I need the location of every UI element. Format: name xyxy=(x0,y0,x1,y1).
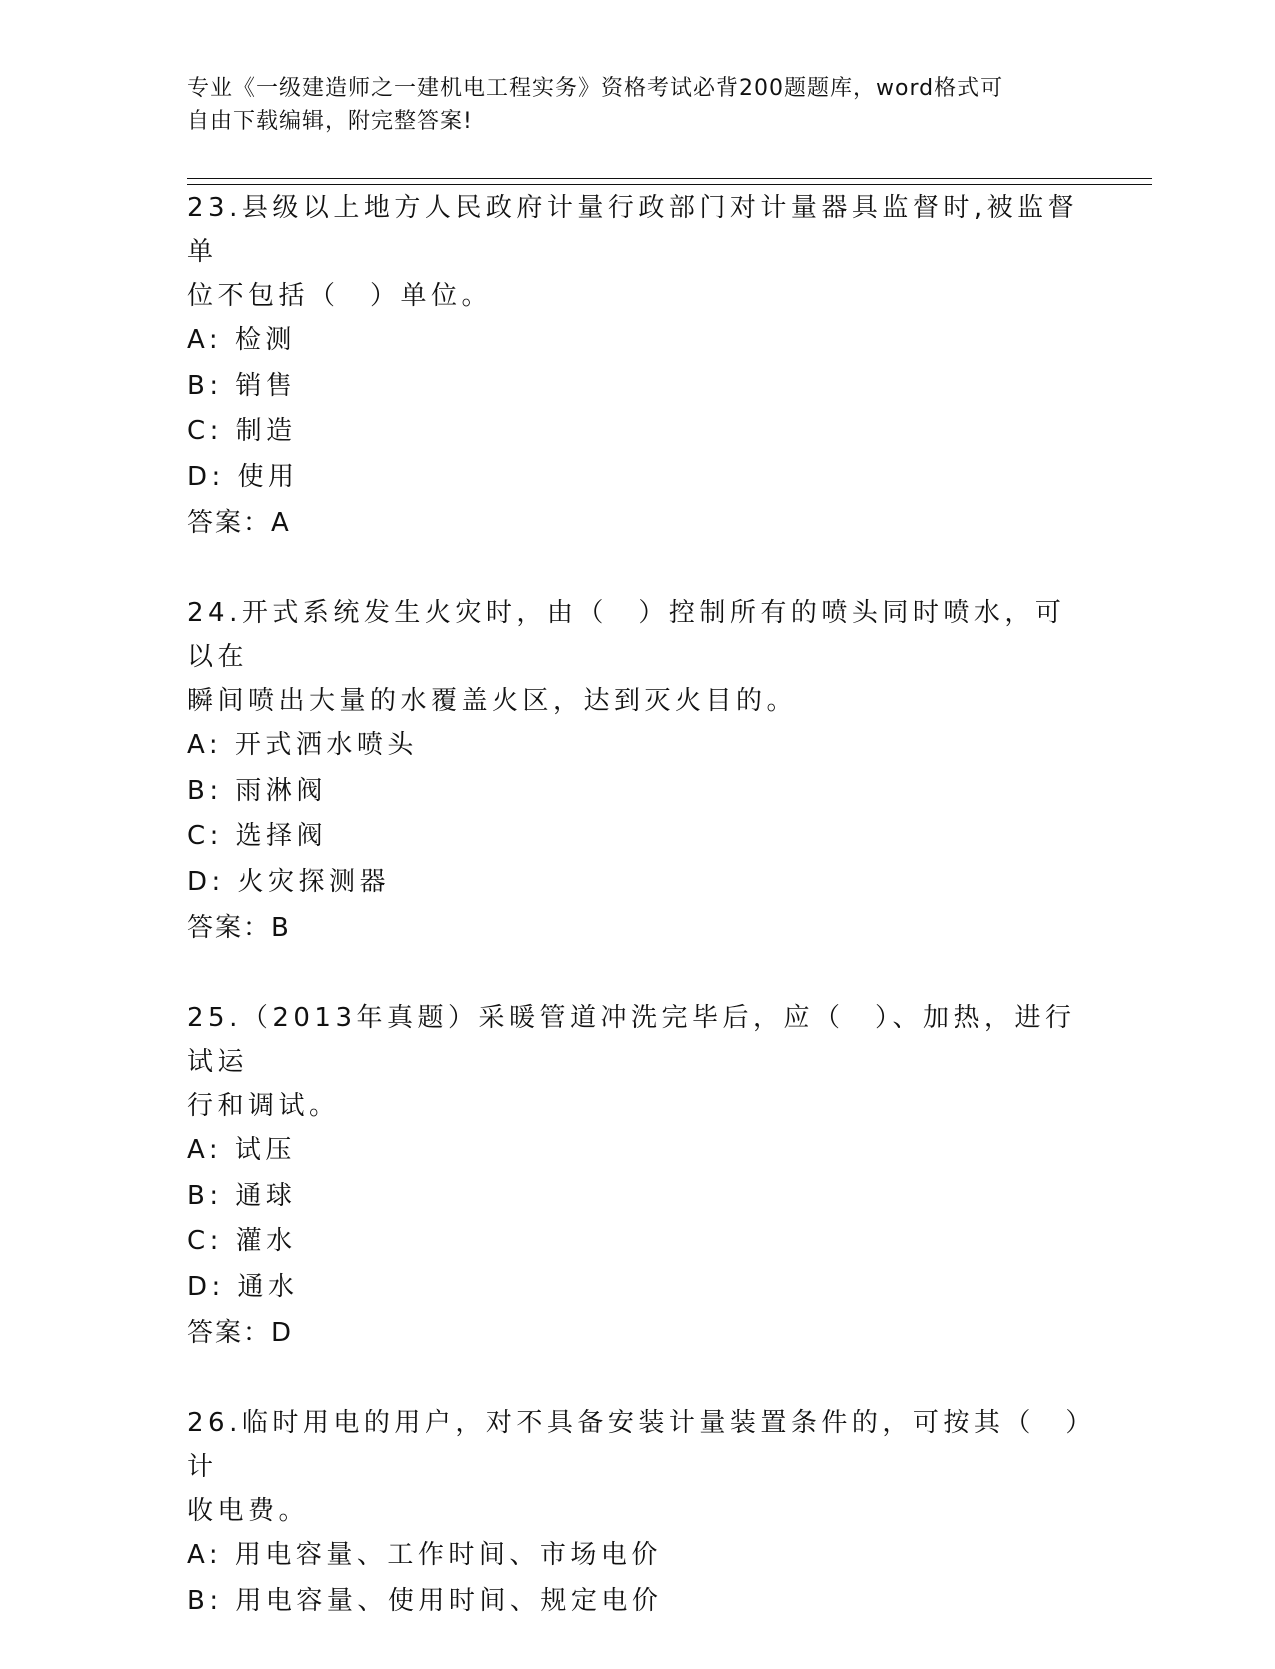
question-23 xyxy=(187,186,1087,546)
option-d: D: 使用 xyxy=(187,461,299,492)
question-25 xyxy=(187,996,1087,1356)
header-line-2: 自由下载编辑，附完整答案! xyxy=(187,109,473,134)
answer: 答案：A xyxy=(187,508,291,538)
option-a: A: 开式洒水喷头 xyxy=(187,730,418,760)
question-list xyxy=(187,186,1087,1669)
question-stem-line: 位不包括（ ）单位。 xyxy=(187,281,493,311)
option-c: C: 选择阀 xyxy=(187,821,328,851)
header-double-rule xyxy=(187,178,1152,185)
option-b: B: 雨淋阀 xyxy=(187,775,327,806)
option-a: A: 检测 xyxy=(187,325,296,355)
question-stem-line: 24.开式系统发生火灾时，由（ ）控制所有的喷头同时喷水，可以在 xyxy=(187,598,1066,672)
question-stem-line: 25.（2013年真题）采暖管道冲洗完毕后，应（ ）、加热，进行试运 xyxy=(187,1003,1076,1077)
header-line-1: 专业《一级建造师之一建机电工程实务》资格考试必背200题题库，word格式可 xyxy=(187,76,1004,101)
question-24 xyxy=(187,591,1087,951)
question-stem-line: 瞬间喷出大量的水覆盖火区，达到灭火目的。 xyxy=(187,686,798,716)
option-d: D: 火灾探测器 xyxy=(187,866,391,897)
question-stem-line: 26.临时用电的用户，对不具备安装计量装置条件的，可按其（ ）计 xyxy=(187,1408,1083,1482)
answer: 答案：B xyxy=(187,913,291,943)
document-header xyxy=(187,72,1087,138)
answer: 答案：D xyxy=(187,1318,294,1348)
option-b: B: 销售 xyxy=(187,370,297,401)
option-a: A: 用电容量、工作时间、市场电价 xyxy=(187,1540,662,1570)
question-stem-line: 行和调试。 xyxy=(187,1091,340,1121)
option-b: B: 通球 xyxy=(187,1180,297,1211)
option-a: A: 试压 xyxy=(187,1135,296,1165)
option-d: D: 通水 xyxy=(187,1271,299,1302)
option-c: C: 灌水 xyxy=(187,1226,297,1256)
question-stem-line: 23.县级以上地方人民政府计量行政部门对计量器具监督时,被监督单 xyxy=(187,193,1079,267)
option-b: B: 用电容量、使用时间、规定电价 xyxy=(187,1585,663,1616)
question-stem-line: 收电费。 xyxy=(187,1496,310,1526)
question-26 xyxy=(187,1401,1087,1624)
option-c: C: 制造 xyxy=(187,416,297,446)
